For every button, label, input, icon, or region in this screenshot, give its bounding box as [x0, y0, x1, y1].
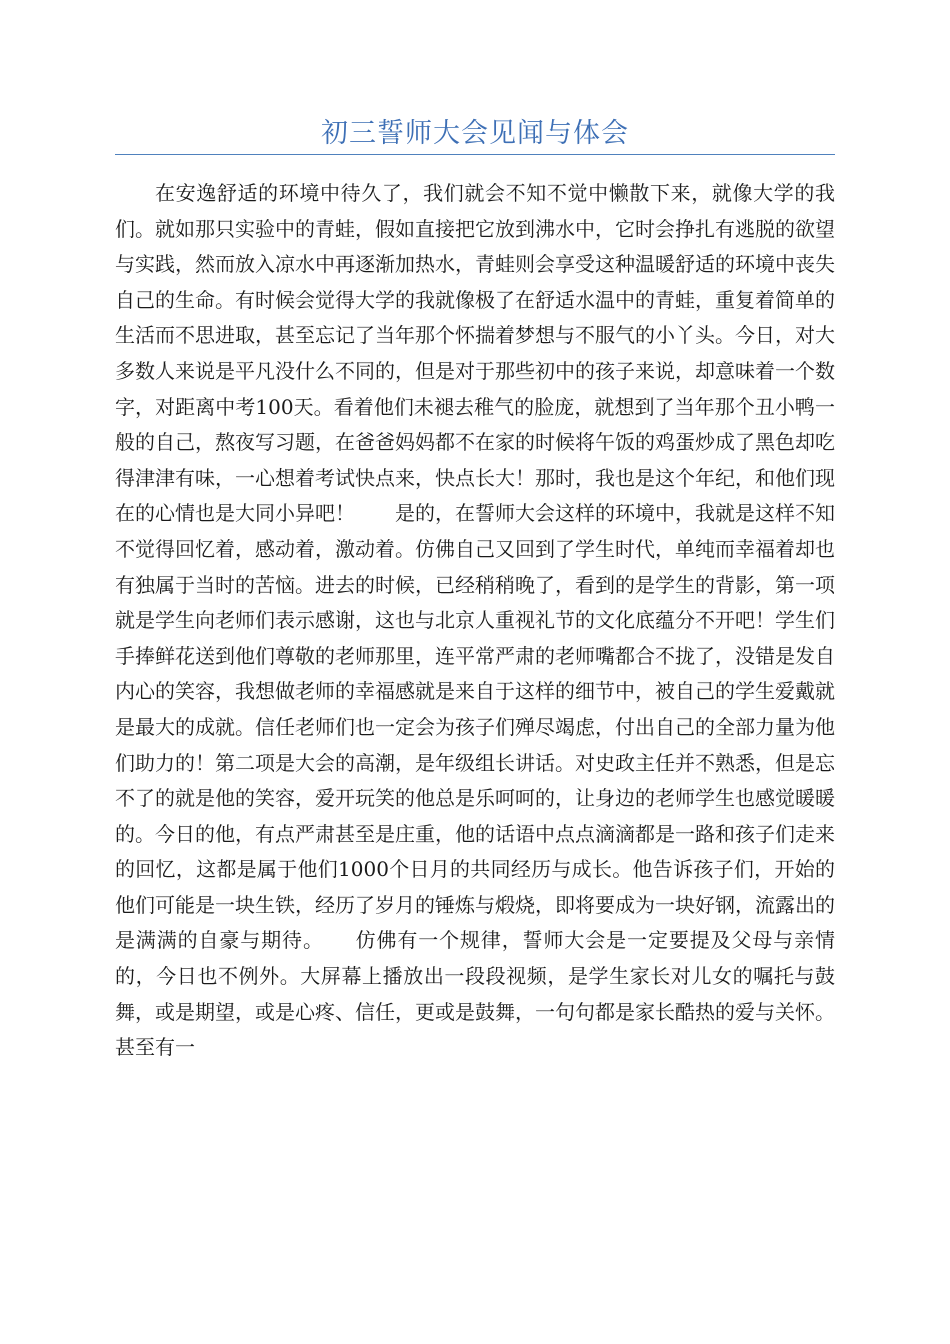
document-body-paragraph: 在安逸舒适的环境中待久了，我们就会不知不觉中懒散下来，就像大学的我们。就如那只实验中的青蛙，假如直接把它放到沸水中，它时会挣扎有逃脱的欲望与实践，然而放入凉水中再逐渐加热水，青蛙则会享受这种温暖舒适的环境中丧失自己的生命。有时候会觉得大学的我就像极了在舒适水温中的青蛙，重复着简单的生活而不思进取，甚至忘记了当年那个怀揣着梦想与不服气的小丫头。今日，对大多数人来说是平凡没什么不同的，但是对于那些初中的孩子来说，却意味着一个数字，对距离中考100天。看着他们未褪去稚气的脸庞，就想到了当年那个丑小鸭一般的自己，熬夜写习题，在爸爸妈妈都不在家的时候将午饭的鸡蛋炒成了黑色却吃得津津有味，一心想着考试快点来，快点长大！那时，我也是这个年纪，和他们现在的心情也是大同小异吧！ 是的，在誓师大会这样的环境中，我就是这样不知不觉得回忆着，感动着，激动着。仿佛自己又回到了学生时代，单纯而幸福着却也有独属于当时的苦恼。进去的时候，已经稍稍晚了，看到的是学生的背影，第一项就是学生向老师们表示感谢，这也与北京人重视礼节的文化底蕴分不开吧！学生们手捧鲜花送到他们尊敬的老师那里，连平常严肃的老师嘴都合不拢了，没错是发自内心的笑容，我想做老师的幸福感就是来自于这样的细节中，被自己的学生爱戴就是最大的成就。信任老师们也一定会为孩子们殚尽竭虑，付出自己的全部力量为他们助力的！第二项是大会的高潮，是年级组长讲话。对史政主任并不熟悉，但是忘不了的就是他的笑容，爱开玩笑的他总是乐呵呵的，让身边的老师学生也感觉暖暖的。今日的他，有点严肃甚至是庄重，他的话语中点点滴滴都是一路和孩子们走来的回忆，这都是属于他们1000个日月的共同经历与成长。他告诉孩子们，开始的他们可能是一块生铁，经历了岁月的锤炼与煅烧，即将要成为一块好钢，流露出的是满满的自豪与期待。 仿佛有一个规律，誓师大会是一定要提及父母与亲情的，今日也不例外。大屏幕上播放出一段段视频，是学生家长对儿女的嘱托与鼓舞，或是期望，或是心疼、信任，更或是鼓舞，一句句都是家长酷热的爱与关怀。甚至有一	[115, 181, 835, 1060]
document-title: 初三誓师大会见闻与体会	[321, 118, 629, 149]
title-underline	[115, 154, 835, 155]
